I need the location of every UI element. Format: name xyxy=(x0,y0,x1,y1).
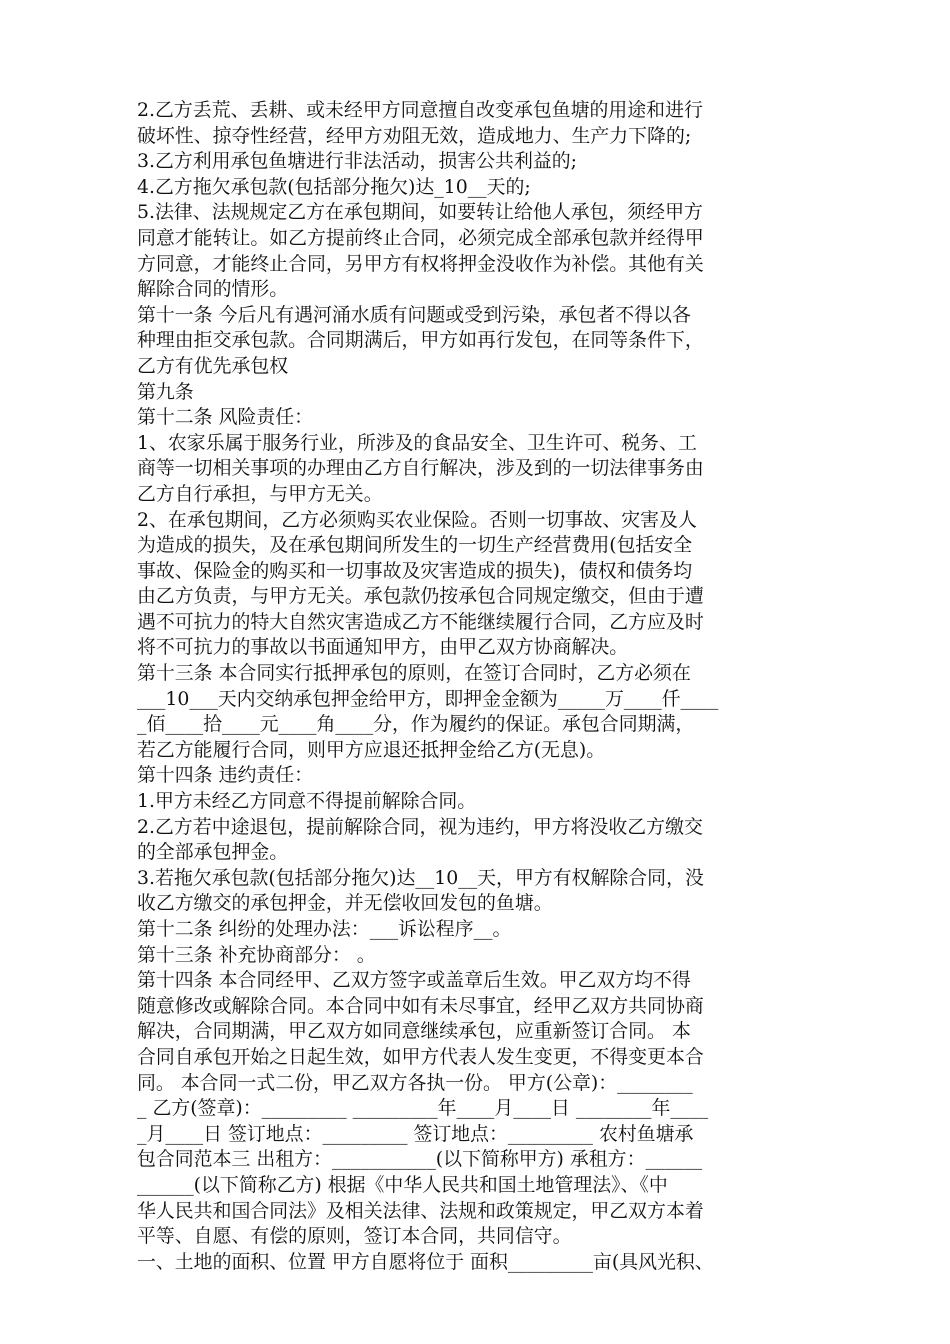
text-line: _月____日 签订地点：_________ 签订地点：_________ 农村鱼塘承 xyxy=(137,1122,694,1145)
text-line: ______(以下简称乙方) 根据《中华人民共和国土地管理法》、《中 xyxy=(137,1173,668,1196)
text-line: 1、农家乐属于服务行业，所涉及的食品安全、卫生许可、税务、工 xyxy=(137,431,697,454)
text-line: 收乙方缴交的承包押金，并无偿收回发包的鱼塘。 xyxy=(137,892,553,915)
text-line: 解除合同的情形。 xyxy=(137,278,289,301)
text-line: 为造成的损失，及在承包期间所发生的一切生产经营费用(包括安全 xyxy=(137,534,693,557)
text-line: 2、在承包期间，乙方必须购买农业保险。否则一切事故、灾害及人 xyxy=(137,508,697,531)
text-line: 一、土地的面积、位置 甲方自愿将位于 面积_________亩(具风光积、 xyxy=(137,1250,714,1273)
text-line: 由乙方负责，与甲方无关。承包款仍按承包合同规定缴交，但由于遭 xyxy=(137,585,704,608)
text-line: 3.若拖欠承包款(包括部分拖欠)达__10__天，甲方有权解除合同，没 xyxy=(137,866,704,889)
document-page xyxy=(137,98,817,1275)
text-line: 破坏性、掠夺性经营，经甲方劝阻无效，造成地力、生产力下降的; xyxy=(137,124,692,147)
text-line: 乙方有优先承包权 xyxy=(137,354,289,377)
text-line: 2.乙方丢荒、丢耕、或未经甲方同意擅自改变承包鱼塘的用途和进行 xyxy=(137,99,703,121)
text-line: ___10___天内交纳承包押金给甲方，即押金金额为_____万____仟____ xyxy=(137,687,719,710)
text-line: 事故、保险金的购买和一切事故及灾害造成的损失)，债权和债务均 xyxy=(137,559,693,582)
text-line: 同。 本合同一式二份，甲乙双方各执一份。 甲方(公章)：________ xyxy=(137,1071,693,1094)
text-line: 的全部承包押金。 xyxy=(137,841,289,864)
text-line: 第十三条 补充协商部分： 。 xyxy=(137,943,376,966)
text-line: 2.乙方若中途退包，提前解除合同，视为违约，甲方将没收乙方缴交 xyxy=(137,815,703,838)
text-line: 若乙方能履行合同，则甲方应退还抵押金给乙方(无息)。 xyxy=(137,738,606,761)
text-line: 5.法律、法规规定乙方在承包期间，如要转让给他人承包，须经甲方 xyxy=(137,201,703,224)
text-line: 遇不可抗力的特大自然灾害造成乙方不能继续履行合同，乙方应及时 xyxy=(137,610,704,633)
text-line: _ 乙方(签章)：_________ _________年____月____日 ________年____ xyxy=(137,1097,709,1120)
text-line: 1.甲方未经乙方同意不得提前解除合同。 xyxy=(137,790,477,813)
text-line: 解决，合同期满，甲乙双方如同意继续承包，应重新签订合同。 本 xyxy=(137,1020,691,1043)
text-line: 第十四条 本合同经甲、乙双方签字或盖章后生效。甲乙双方均不得 xyxy=(137,969,691,992)
text-line: 随意修改或解除合同。本合同中如有未尽事宜，经甲乙双方共同协商 xyxy=(137,994,704,1017)
text-line: 包合同范本三 出租方：___________(以下简称甲方) 承租方：______ xyxy=(137,1148,703,1171)
text-line: 合同自承包开始之日起生效，如甲方代表人发生变更，不得变更本合 xyxy=(137,1045,704,1068)
text-line: 第九条 xyxy=(137,380,194,403)
text-line: 华人民共和国合同法》及相关法律、法规和政策规定，甲乙双方本着 xyxy=(137,1199,704,1222)
text-line: 第十四条 违约责任： xyxy=(137,764,314,787)
text-line: 同意才能转让。如乙方提前终止合同，必须完成全部承包款并经得甲 xyxy=(137,226,704,249)
text-line: 种理由拒交承包款。合同期满后，甲方如再行发包，在同等条件下， xyxy=(137,329,704,352)
text-line: 平等、自愿、有偿的原则，签订本合同，共同信守。 xyxy=(137,1225,572,1248)
text-line: 4.乙方拖欠承包款(包括部分拖欠)达_10__天的; xyxy=(137,175,531,198)
text-line: _佰____拾____元____角____分，作为履约的保证。承包合同期满， xyxy=(137,713,695,736)
text-line: 第十一条 今后凡有遇河涌水质有问题或受到污染，承包者不得以各 xyxy=(137,303,691,326)
text-line: 商等一切相关事项的办理由乙方自行解决，涉及到的一切法律事务由 xyxy=(137,457,704,480)
text-line: 第十二条 纠纷的处理办法：___诉讼程序__。 xyxy=(137,918,512,940)
text-line: 方同意，才能终止合同，另甲方有权将押金没收作为补偿。其他有关 xyxy=(137,252,704,275)
text-line: 第十三条 本合同实行抵押承包的原则，在签订合同时，乙方必须在 xyxy=(137,662,691,685)
text-line: 乙方自行承担，与甲方无关。 xyxy=(137,482,383,505)
text-line: 将不可抗力的事故以书面通知甲方，由甲乙双方协商解决。 xyxy=(137,636,629,659)
text-line: 第十二条 风险责任： xyxy=(137,406,314,429)
text-line: 3.乙方利用承包鱼塘进行非法活动，损害公共利益的; xyxy=(137,150,577,173)
